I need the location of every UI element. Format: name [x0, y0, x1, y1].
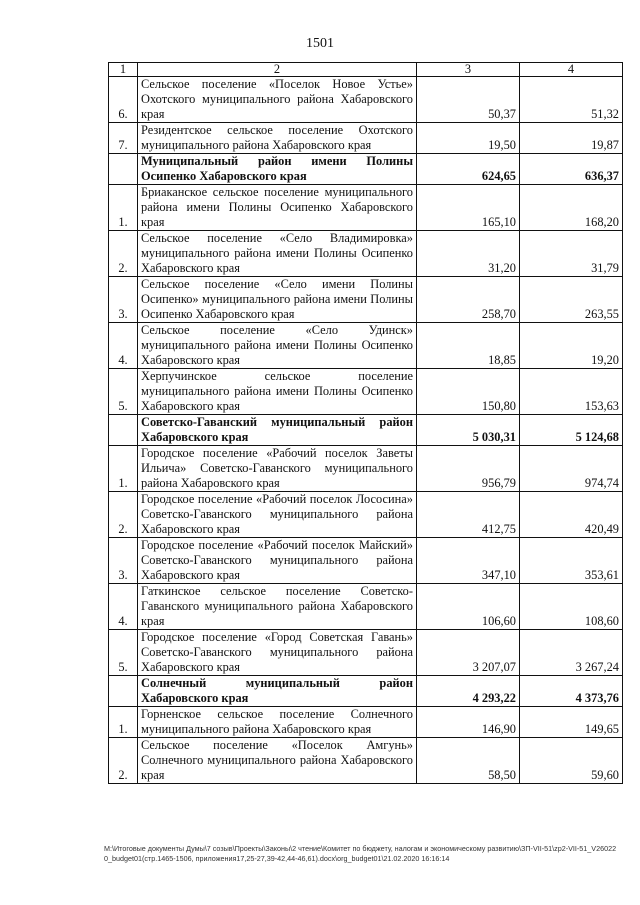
settlement-name: Гаткинское сельское поселение Советско-Гаванского муниципального района Хабаровского края: [138, 584, 417, 630]
table-header-row: [109, 63, 623, 77]
table-row: [109, 323, 623, 369]
row-number: [109, 676, 138, 707]
column-header-number: 1: [109, 63, 138, 77]
value-column-3: 624,65: [417, 154, 520, 185]
column-header-name: 2: [138, 63, 417, 77]
row-number: 2.: [109, 231, 138, 277]
value-column-3: 50,37: [417, 77, 520, 123]
table-body: [109, 77, 623, 784]
table-row: [109, 584, 623, 630]
table-row: [109, 630, 623, 676]
settlement-name: Сельское поселение «Село имени Полины Осипенко» муниципального района имени Полины Осипенко Хабаровского края: [138, 277, 417, 323]
settlement-name: Городское поселение «Рабочий поселок Лососина» Советско-Гаванского муниципального района Хабаровского края: [138, 492, 417, 538]
value-column-3: 3 207,07: [417, 630, 520, 676]
settlement-name: Городское поселение «Город Советская Гавань» Советско-Гаванского муниципального района Хабаровского края: [138, 630, 417, 676]
table-row: [109, 738, 623, 784]
value-column-3: 956,79: [417, 446, 520, 492]
table-row: [109, 538, 623, 584]
settlement-name: Сельское поселение «Село Удинск» муниципального района имени Полины Осипенко Хабаровского края: [138, 323, 417, 369]
row-number: 3.: [109, 277, 138, 323]
value-column-4: 636,37: [520, 154, 623, 185]
value-column-4: 59,60: [520, 738, 623, 784]
value-column-3: 412,75: [417, 492, 520, 538]
row-number: 4.: [109, 323, 138, 369]
district-row: [109, 415, 623, 446]
settlement-name: Городское поселение «Рабочий поселок Майский» Советско-Гаванского муниципального района Хабаровского края: [138, 538, 417, 584]
value-column-4: 5 124,68: [520, 415, 623, 446]
table-row: [109, 707, 623, 738]
table-row: [109, 446, 623, 492]
value-column-4: 31,79: [520, 231, 623, 277]
table-row: [109, 492, 623, 538]
district-row: [109, 154, 623, 185]
column-header-value-2: 4: [520, 63, 623, 77]
row-number: [109, 415, 138, 446]
value-column-3: 18,85: [417, 323, 520, 369]
value-column-3: 146,90: [417, 707, 520, 738]
value-column-3: 347,10: [417, 538, 520, 584]
settlement-name: Городское поселение «Рабочий поселок Заветы Ильича» Советско-Гаванского муниципального района Хабаровского края: [138, 446, 417, 492]
value-column-3: 19,50: [417, 123, 520, 154]
value-column-3: 5 030,31: [417, 415, 520, 446]
table-row: [109, 185, 623, 231]
settlement-name: Сельское поселение «Село Владимировка» муниципального района имени Полины Осипенко Хабаровского края: [138, 231, 417, 277]
value-column-4: 153,63: [520, 369, 623, 415]
table-row: [109, 277, 623, 323]
column-header-value-1: 3: [417, 63, 520, 77]
row-number: 1.: [109, 185, 138, 231]
row-number: 4.: [109, 584, 138, 630]
table-row: [109, 369, 623, 415]
table-row: [109, 123, 623, 154]
settlement-name: Советско-Гаванский муниципальный район Хабаровского края: [138, 415, 417, 446]
value-column-3: 150,80: [417, 369, 520, 415]
file-path-footer: M:\Итоговые документы Думы\7 созыв\Проекты\Законы\2 чтение\Комитет по бюджету, налогам и экономическому развитию\ЗП-VII-51\zp2-VII-51_V260220_budget01(стр.1465-1506, приложения17,25-27,39-42,44-46,61).docx\org_budget01\21.02.2020 16:16:14: [104, 844, 617, 863]
value-column-3: 31,20: [417, 231, 520, 277]
row-number: 1.: [109, 446, 138, 492]
row-number: 5.: [109, 630, 138, 676]
row-number: 2.: [109, 738, 138, 784]
row-number: 7.: [109, 123, 138, 154]
settlement-name: Солнечный муниципальный район Хабаровского края: [138, 676, 417, 707]
row-number: [109, 154, 138, 185]
value-column-4: 3 267,24: [520, 630, 623, 676]
settlement-name: Сельское поселение «Поселок Новое Устье» Охотского муниципального района Хабаровского края: [138, 77, 417, 123]
settlement-name: Резидентское сельское поселение Охотского муниципального района Хабаровского края: [138, 123, 417, 154]
settlement-name: Муниципальный район имени Полины Осипенко Хабаровского края: [138, 154, 417, 185]
value-column-4: 149,65: [520, 707, 623, 738]
settlement-name: Сельское поселение «Поселок Амгунь» Солнечного муниципального района Хабаровского края: [138, 738, 417, 784]
settlement-name: Горненское сельское поселение Солнечного муниципального района Хабаровского края: [138, 707, 417, 738]
row-number: 6.: [109, 77, 138, 123]
value-column-4: 51,32: [520, 77, 623, 123]
value-column-3: 106,60: [417, 584, 520, 630]
value-column-4: 108,60: [520, 584, 623, 630]
value-column-4: 353,61: [520, 538, 623, 584]
settlement-name: Херпучинское сельское поселение муниципального района имени Полины Осипенко Хабаровского края: [138, 369, 417, 415]
row-number: 5.: [109, 369, 138, 415]
row-number: 2.: [109, 492, 138, 538]
budget-table: [108, 62, 623, 784]
table-row: [109, 77, 623, 123]
value-column-4: 168,20: [520, 185, 623, 231]
page-number: 1501: [306, 36, 334, 51]
value-column-3: 258,70: [417, 277, 520, 323]
value-column-4: 974,74: [520, 446, 623, 492]
value-column-3: 165,10: [417, 185, 520, 231]
row-number: 1.: [109, 707, 138, 738]
table-row: [109, 231, 623, 277]
row-number: 3.: [109, 538, 138, 584]
value-column-4: 420,49: [520, 492, 623, 538]
value-column-3: 4 293,22: [417, 676, 520, 707]
value-column-4: 263,55: [520, 277, 623, 323]
value-column-4: 4 373,76: [520, 676, 623, 707]
value-column-3: 58,50: [417, 738, 520, 784]
settlement-name: Бриаканское сельское поселение муниципального района имени Полины Осипенко Хабаровского края: [138, 185, 417, 231]
value-column-4: 19,87: [520, 123, 623, 154]
value-column-4: 19,20: [520, 323, 623, 369]
district-row: [109, 676, 623, 707]
